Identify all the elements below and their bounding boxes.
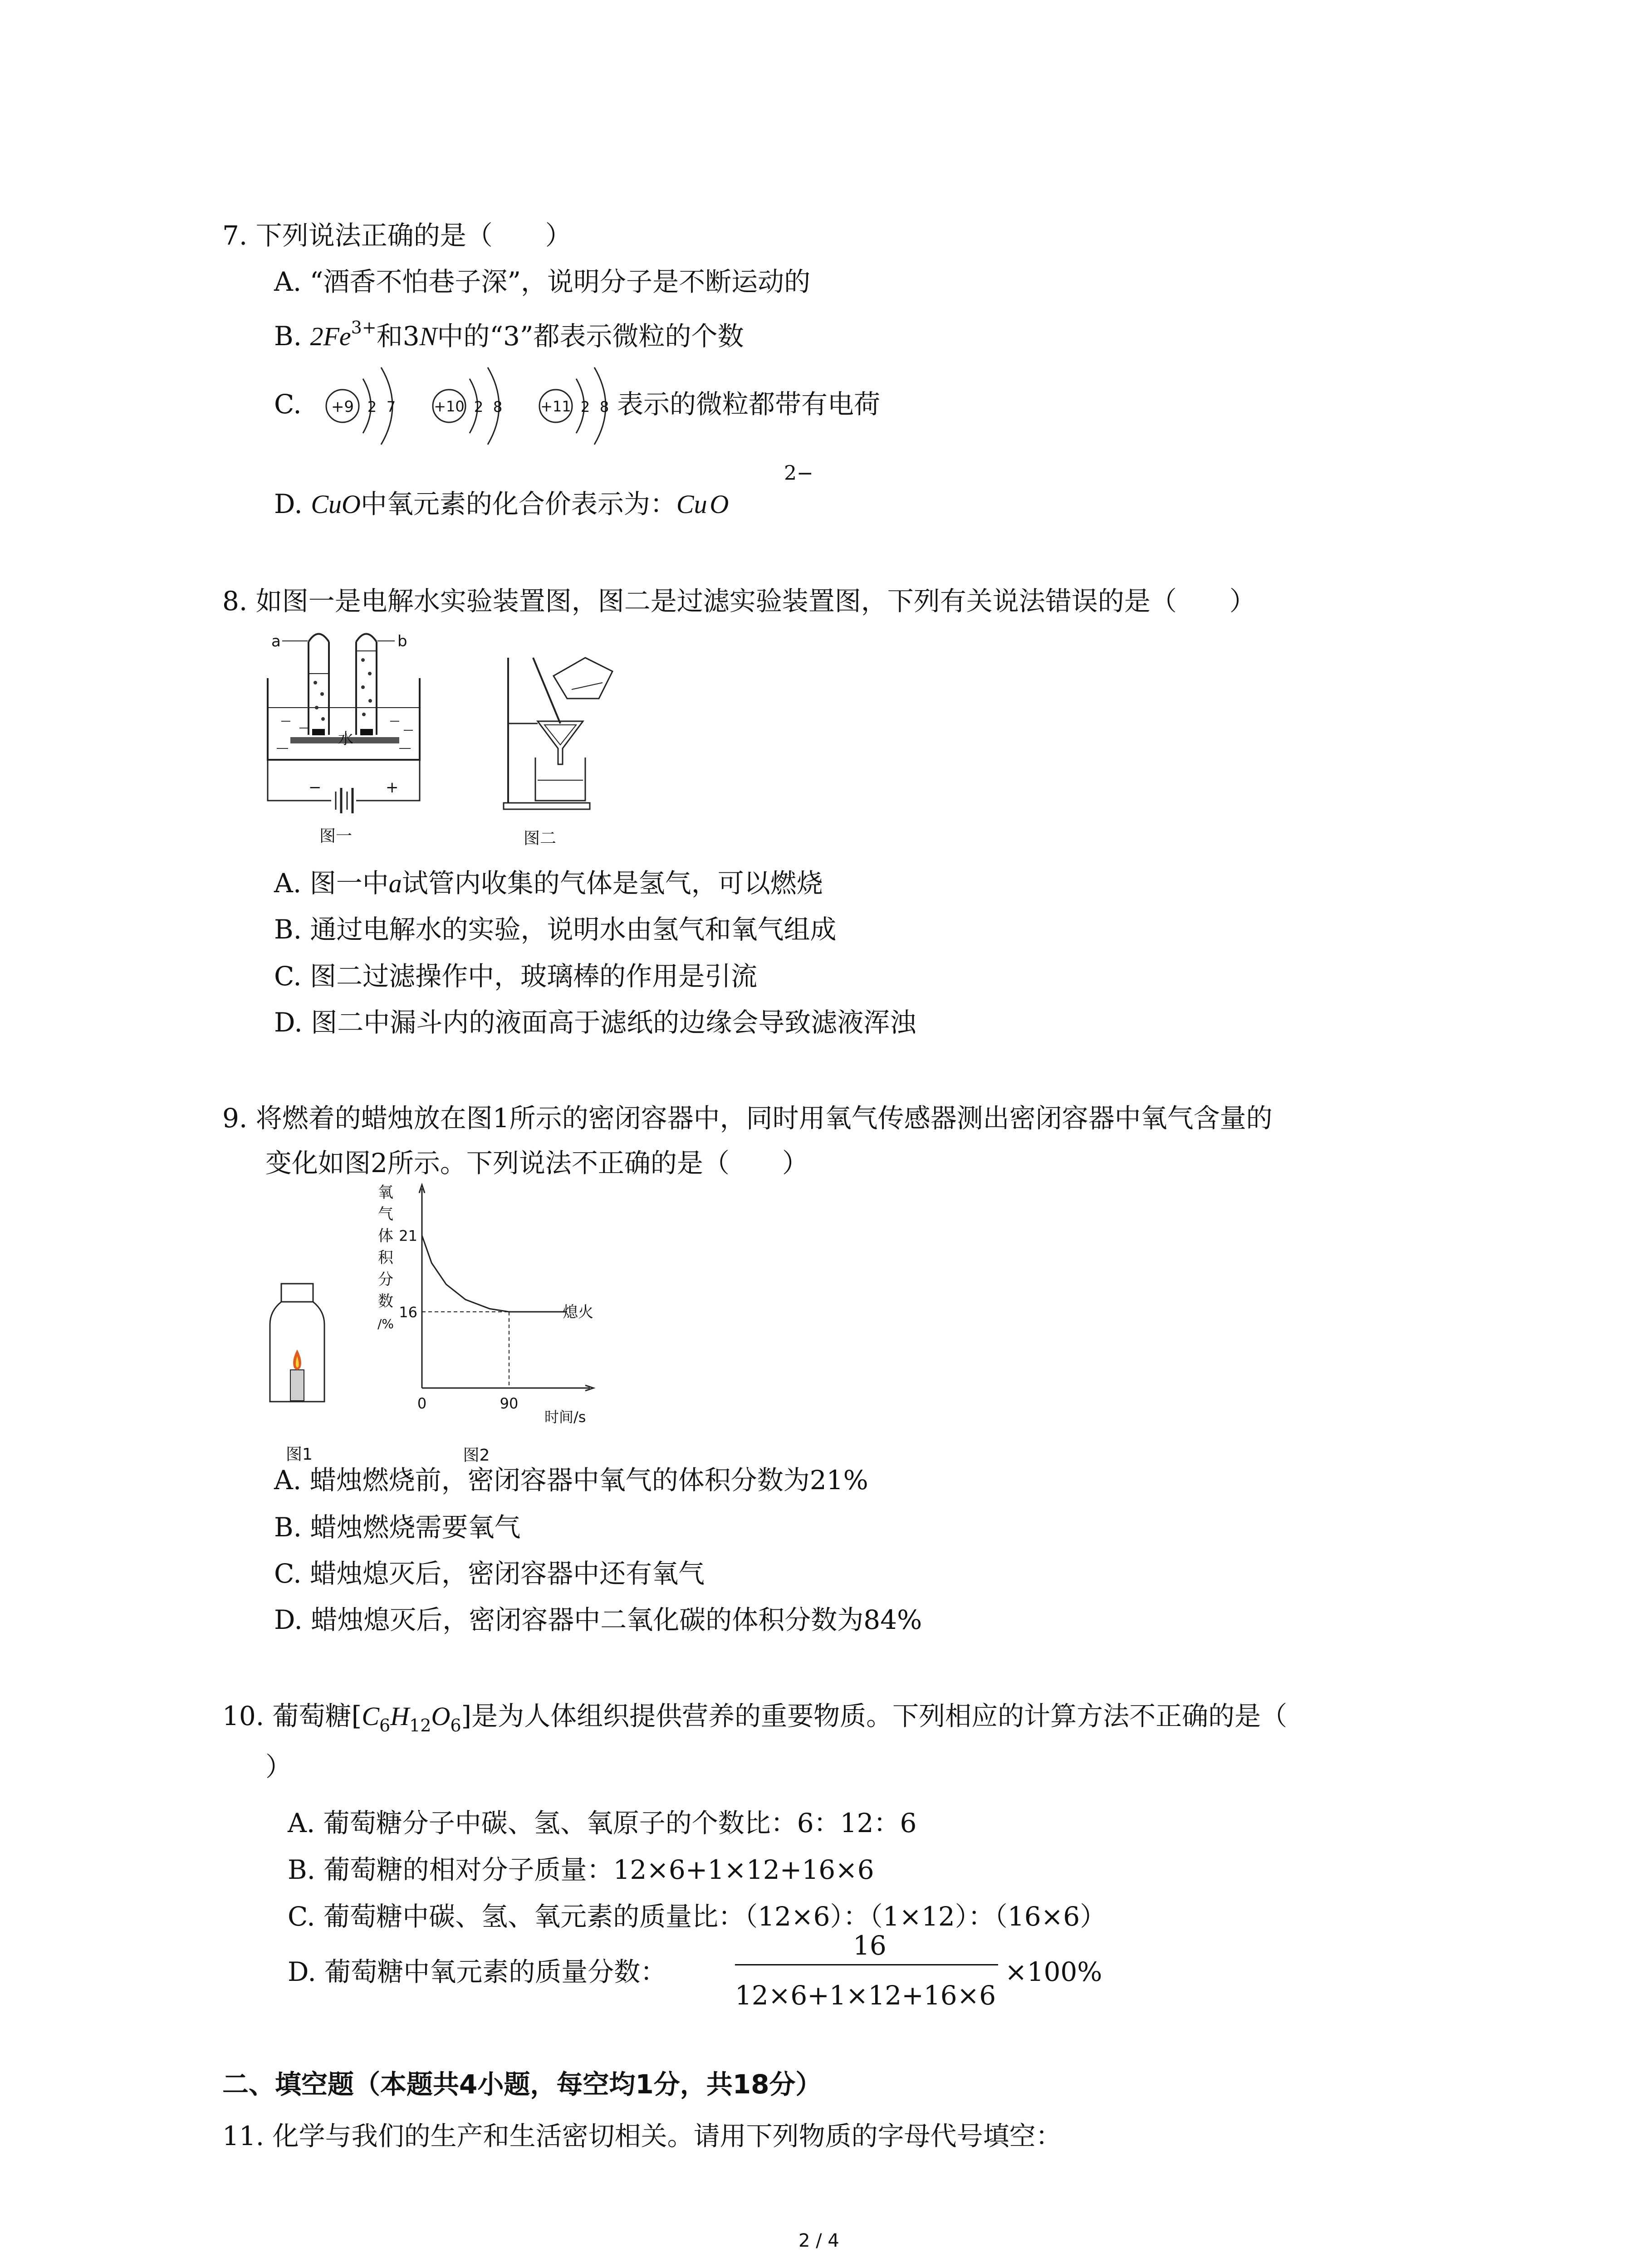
valence-mark: 2−	[784, 462, 813, 485]
plus-sign: +	[386, 778, 399, 797]
coef: 2	[310, 322, 323, 351]
x-tick-0: 0	[417, 1395, 427, 1412]
section-2-title: 二、填空题（本题共4小题，每空均1分，共18分）	[222, 2069, 822, 2100]
nucleus-3: +11	[540, 398, 571, 415]
fig2-caption: 图2	[463, 1446, 490, 1465]
shell-1-a: 2	[367, 398, 377, 415]
y-label-char: 数	[378, 1292, 393, 1310]
nucleus-1: +9	[331, 398, 354, 416]
n-symbol: N	[419, 322, 437, 351]
electrolysis-diagram	[263, 624, 436, 850]
q10-option-c: C. 葡萄糖中碳、氢、氧元素的质量比：（12×6）：（1×12）：（16×6）	[288, 1901, 1107, 1932]
q7-option-b	[274, 318, 744, 352]
cu-symbol: Cu	[676, 489, 707, 519]
stem-text: 10. 葡萄糖[	[222, 1701, 362, 1731]
fe-symbol: Fe	[323, 322, 351, 351]
minus-sign: −	[309, 778, 322, 797]
shell-3-a: 2	[580, 398, 590, 415]
q7-option-d	[274, 491, 729, 518]
option-text: 中氧元素的化合价表示为：	[360, 489, 676, 519]
stem-text: ]是为人体组织提供营养的重要物质。下列相应的计算方法不正确的是（	[461, 1701, 1288, 1731]
page-number: 2 / 4	[798, 2230, 839, 2251]
q9-option-c: C. 蜡烛熄灭后，密闭容器中还有氧气	[274, 1558, 705, 1589]
y-label-char: 体	[378, 1227, 393, 1245]
q10-option-b: B. 葡萄糖的相对分子质量：12×6+1×12+16×6	[288, 1854, 874, 1885]
y-tick-16: 16	[399, 1304, 417, 1321]
q8-option-a	[274, 870, 823, 897]
option-text: 中的“3”都表示微粒的个数	[437, 321, 744, 352]
option-text: A. 图一中	[274, 868, 389, 899]
q7-option-c-text: 表示的微粒都带有电荷	[617, 389, 881, 420]
c-symbol: C	[362, 1701, 379, 1731]
q11-stem: 11. 化学与我们的生产和生活密切相关。请用下列物质的字母代号填空：	[222, 2121, 1062, 2151]
extinguish-annotation: 熄火	[563, 1303, 593, 1321]
fig1-caption: 图一	[319, 827, 353, 846]
shell-3-b: 8	[599, 398, 609, 415]
atom-structure-diagrams	[318, 358, 626, 454]
x-tick-90: 90	[500, 1395, 519, 1412]
y-label-char: 氧	[378, 1183, 393, 1202]
fig1-caption: 图1	[286, 1445, 313, 1464]
candle-jar-diagram	[268, 1279, 340, 1470]
y-label-char: 分	[378, 1271, 393, 1289]
y-label-char: /%	[377, 1316, 394, 1331]
conj: 和	[376, 321, 403, 352]
option-label: B.	[274, 321, 310, 352]
q8-option-b: B. 通过电解水的实验，说明水由氢气和氧气组成	[274, 914, 837, 945]
shell-1-b: 7	[386, 398, 396, 415]
atom-3	[539, 367, 609, 445]
shell-2-a: 2	[474, 398, 484, 415]
q8-option-d: D. 图二中漏斗内的液面高于滤纸的边缘会导致滤液浑浊	[274, 1007, 916, 1038]
filtration-diagram	[481, 644, 626, 853]
atom-1	[326, 367, 396, 445]
q9-stem-line2: 变化如图2所示。下列说法不正确的是（ ）	[265, 1148, 808, 1178]
option-label: D.	[274, 489, 311, 519]
tube-var: a	[388, 869, 402, 898]
nucleus-2: +10	[434, 398, 465, 415]
y-axis-label	[377, 1183, 394, 1331]
q9-option-d: D. 蜡烛熄灭后，密闭容器中二氧化碳的体积分数为84%	[274, 1604, 922, 1635]
q8-stem: 8. 如图一是电解水实验装置图，图二是过滤实验装置图，下列有关说法错误的是（ ）	[222, 586, 1256, 616]
q7-stem: 7. 下列说法正确的是（ ）	[222, 220, 572, 251]
c-count: 6	[379, 1716, 391, 1735]
h-symbol: H	[390, 1701, 410, 1731]
fraction-multiplier: ×100%	[1005, 1956, 1102, 1987]
x-axis-label: 时间/s	[544, 1408, 586, 1426]
shell-2-b: 8	[493, 398, 503, 415]
q7-option-a: A. “酒香不怕巷子深”，说明分子是不断运动的	[274, 266, 811, 297]
o-count: 6	[450, 1716, 461, 1735]
q10-stem	[222, 1701, 1288, 1735]
y-label-char: 积	[378, 1249, 393, 1267]
fraction-denominator: 12×6+1×12+16×6	[735, 1980, 996, 2011]
fraction-bar	[735, 1964, 998, 1965]
q8-option-c: C. 图二过滤操作中，玻璃棒的作用是引流	[274, 961, 758, 992]
fe-charge: 3+	[351, 318, 377, 337]
option-text: 试管内收集的气体是氢气，可以燃烧	[402, 868, 823, 899]
fraction-numerator: 16	[853, 1930, 887, 1961]
q9-option-a: A. 蜡烛燃烧前，密闭容器中氧气的体积分数为21%	[274, 1465, 868, 1496]
h-count: 12	[409, 1716, 431, 1735]
q7-option-c-label: C.	[274, 389, 302, 420]
q9-option-b: B. 蜡烛燃烧需要氧气	[274, 1512, 521, 1543]
coef-3: 3	[402, 321, 420, 352]
fig2-caption: 图二	[523, 829, 557, 848]
tube-b-label: b	[397, 632, 407, 650]
oxygen-chart	[354, 1179, 608, 1470]
q10-option-d: D. 葡萄糖中氧元素的质量分数：	[288, 1956, 667, 1987]
oxygen-curve	[422, 1236, 567, 1312]
y-tick-21: 21	[399, 1227, 417, 1245]
q9-stem-line1: 9. 将燃着的蜡烛放在图1所示的密闭容器中，同时用氧气传感器测出密闭容器中氧气含量的	[222, 1103, 1273, 1134]
y-label-char: 气	[378, 1205, 393, 1223]
q10-stem-line2: ）	[265, 1751, 292, 1782]
atom-2	[433, 367, 502, 445]
o-symbol: O	[710, 489, 729, 519]
o-symbol: O	[431, 1701, 451, 1731]
water-label: 水	[338, 730, 353, 748]
cuo-formula: CuO	[311, 489, 361, 519]
q10-option-a: A. 葡萄糖分子中碳、氢、氧原子的个数比：6：12：6	[288, 1808, 917, 1838]
tube-a-label: a	[271, 632, 281, 650]
